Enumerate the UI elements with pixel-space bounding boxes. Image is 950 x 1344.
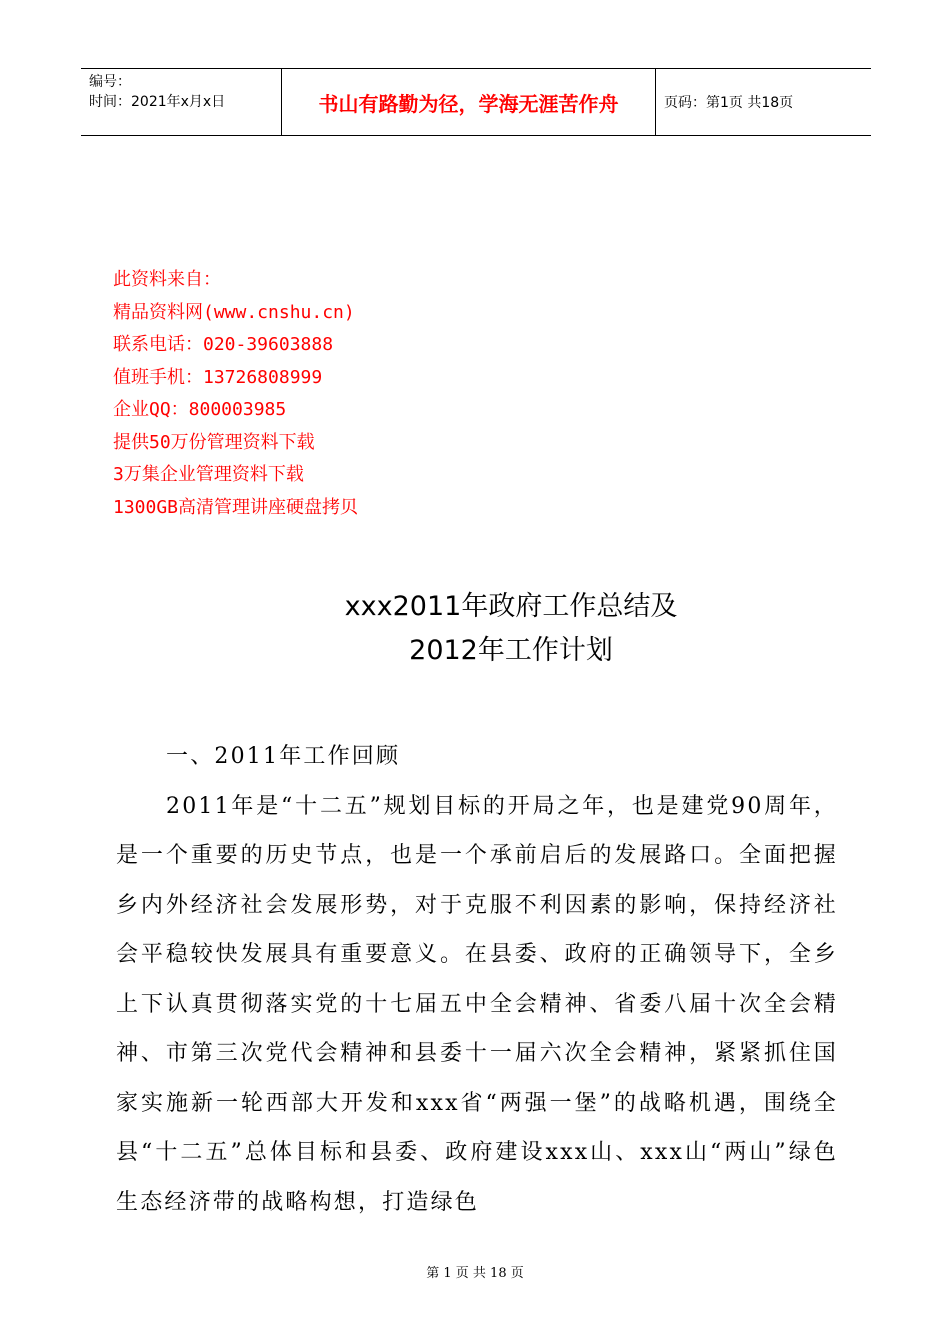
source-line: 3万集企业管理资料下载: [113, 464, 304, 485]
source-line: 精品资料网(www.cnshu.cn): [113, 301, 355, 323]
source-line: 联系电话：020-39603888: [113, 334, 334, 355]
header-motto: 书山有路勤为径，学海无涯苦作舟: [282, 69, 656, 135]
source-line: 企业QQ：800003985: [113, 399, 287, 420]
document-body: [116, 732, 838, 1227]
source-line: 提供50万份管理资料下载: [113, 431, 315, 453]
title-line-1: xxx2011年政府工作总结及: [344, 591, 678, 622]
section-heading: 一、2011年工作回顾: [166, 744, 401, 769]
page-footer: 第 1 页 共 18 页: [426, 1266, 524, 1281]
header-meta: [81, 69, 282, 135]
source-info: [113, 264, 358, 524]
number-label: 编号：: [89, 74, 131, 90]
body-paragraph: 2011年是“十二五”规划目标的开局之年，也是建党90周年，是一个重要的历史节点，也是一个承前启后的发展路口。全面把握乡内外经济社会发展形势，对于克服不利因素的影响，保持经济社会平稳较快发展具有重要意义。在县委、政府的正确领导下，全乡上下认真贯彻落实党的十七届五中全会精神、省委八届十次全会精神、市第三次党代会精神和县委十一届六次全会精神，紧紧抓住国家实施新一轮西部大开发和xxx省“两强一堡”的战略机遇，围绕全县“十二五”总体目标和县委、政府建设xxx山、xxx山“两山”绿色生态经济带的战略构想，打造绿色: [116, 793, 838, 1215]
header-page-info: 页码：第1页 共18页: [664, 95, 794, 111]
source-line: 此资料来自：: [113, 269, 221, 290]
document-header: [81, 68, 871, 136]
source-line: 值班手机：13726808999: [113, 366, 323, 388]
title-line-2: 2012年工作计划: [409, 635, 613, 666]
time-label: 时间：2021年x月x日: [89, 94, 226, 110]
document-title: [0, 585, 950, 673]
source-line: 1300GB高清管理讲座硬盘拷贝: [113, 496, 359, 518]
